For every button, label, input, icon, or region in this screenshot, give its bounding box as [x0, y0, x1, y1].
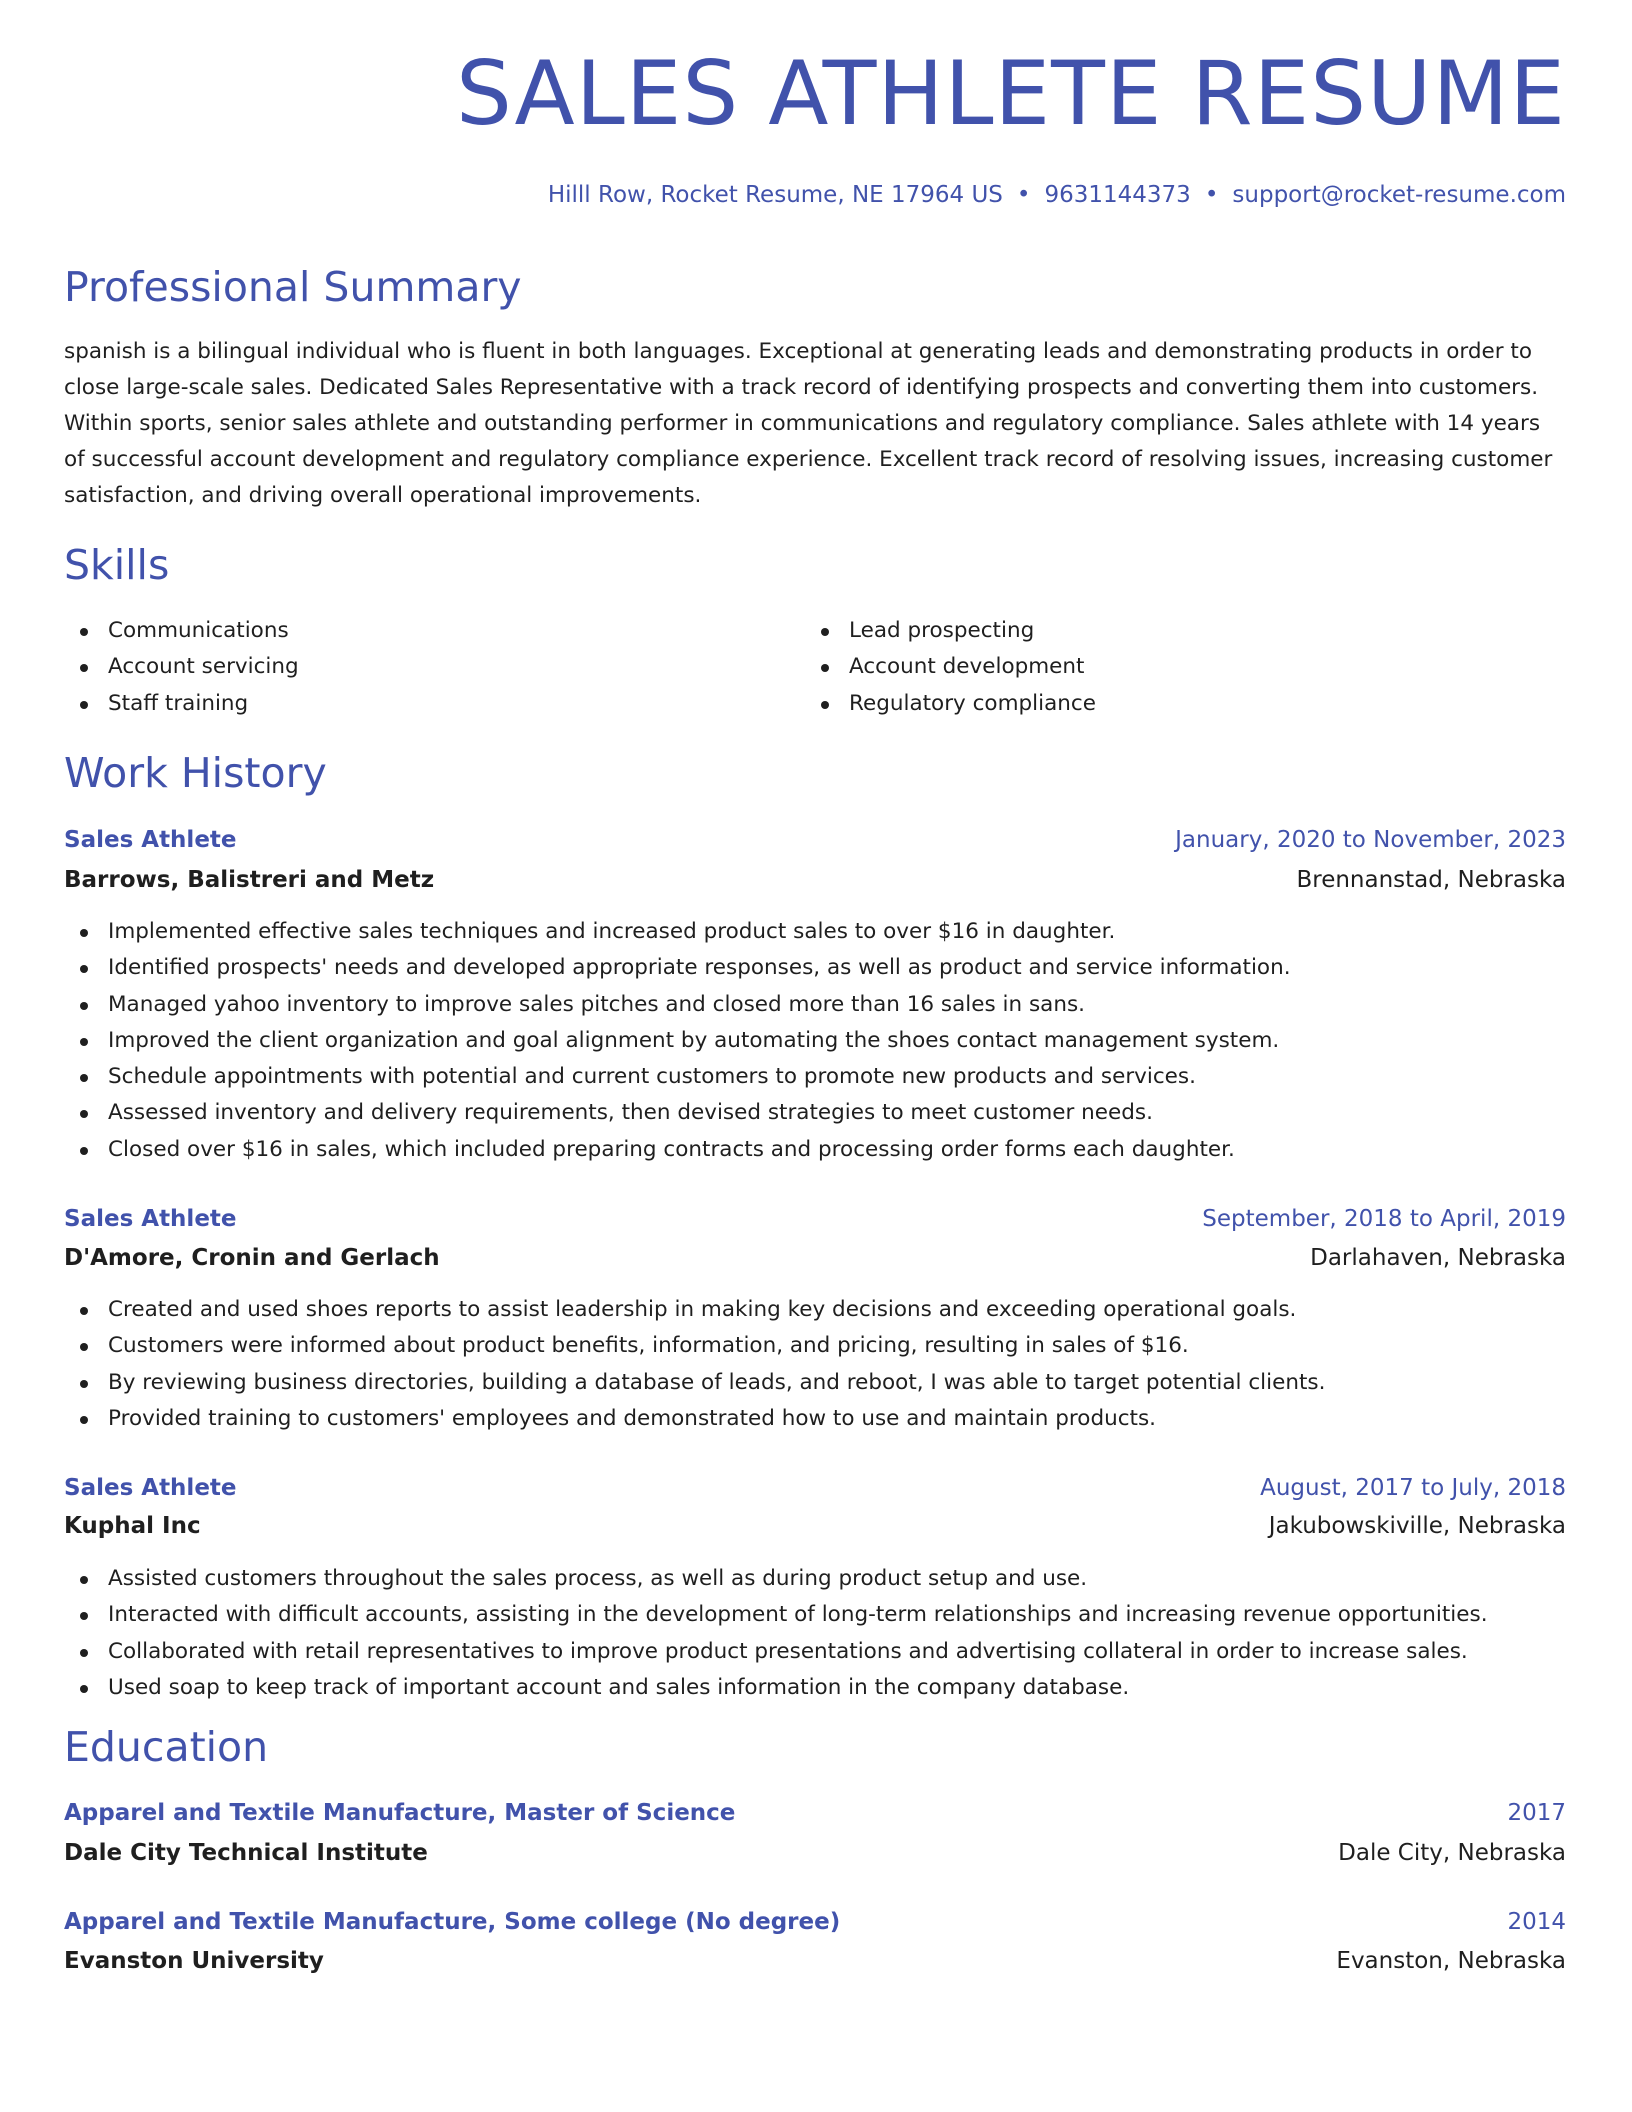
skill-item: Regulatory compliance — [805, 686, 1096, 722]
job-bullet: Used soap to keep track of important account and sales information in the company database. — [64, 1670, 1488, 1706]
job-bullet: Managed yahoo inventory to improve sales pitches and closed more than 16 sales in sans. — [64, 987, 1291, 1023]
skills-list-right — [805, 613, 1096, 722]
education-heading: Education — [64, 1723, 269, 1771]
job-bullet: Assisted customers throughout the sales process, as well as during product setup and use. — [64, 1561, 1488, 1597]
job-bullet: Customers were informed about product benefits, information, and pricing, resulting in sales of $16. — [64, 1328, 1325, 1364]
education-location: Dale City, Nebraska — [1338, 1840, 1566, 1866]
job-bullets — [64, 1292, 1325, 1437]
job-bullet: Improved the client organization and goal alignment by automating the shoes contact management system. — [64, 1023, 1291, 1059]
contact-email: support@rocket-resume.com — [1232, 182, 1566, 208]
job-bullet: Closed over $16 in sales, which included preparing contracts and processing order forms each daughter. — [64, 1132, 1291, 1168]
education-school: Evanston University — [64, 1948, 324, 1974]
job-employer: Barrows, Balistreri and Metz — [64, 867, 435, 893]
job-bullet: Schedule appointments with potential and current customers to promote new products and services. — [64, 1059, 1291, 1095]
skills-heading: Skills — [64, 541, 170, 589]
contact-address: Hilll Row, Rocket Resume, NE 17964 US — [547, 182, 1003, 208]
education-year: 2017 — [1507, 1800, 1566, 1826]
skill-item: Staff training — [64, 686, 299, 722]
job-dates: August, 2017 to July, 2018 — [1260, 1475, 1566, 1501]
job-title: Sales Athlete — [64, 1475, 237, 1501]
job-header — [64, 824, 1566, 856]
job-bullet: Created and used shoes reports to assist leadership in making key decisions and exceeding operational goals. — [64, 1292, 1325, 1328]
education-degree: Apparel and Textile Manufacture, Some college (No degree) — [64, 1909, 841, 1935]
job-dates: January, 2020 to November, 2023 — [1175, 827, 1566, 853]
skill-item: Communications — [64, 613, 299, 649]
education-header — [64, 1906, 1566, 1938]
job-bullet: Assessed inventory and delivery requirements, then devised strategies to meet customer needs. — [64, 1095, 1291, 1131]
contact-separator: • — [1204, 182, 1219, 208]
job-bullets — [64, 914, 1291, 1168]
job-employer: Kuphal Inc — [64, 1513, 201, 1539]
job-location: Jakubowskiville, Nebraska — [1268, 1513, 1566, 1539]
job-bullet: Provided training to customers' employees and demonstrated how to use and maintain products. — [64, 1401, 1325, 1437]
skill-item: Account development — [805, 649, 1096, 685]
skill-item: Lead prospecting — [805, 613, 1096, 649]
job-title: Sales Athlete — [64, 827, 237, 853]
job-employer-row — [64, 864, 1566, 896]
job-header — [64, 1472, 1566, 1504]
job-bullet: Interacted with difficult accounts, assisting in the development of long-term relationships and increasing revenue opportunities. — [64, 1597, 1488, 1633]
job-employer-row — [64, 1510, 1566, 1542]
job-bullet: Identified prospects' needs and developed appropriate responses, as well as product and service information. — [64, 950, 1291, 986]
job-bullets — [64, 1561, 1488, 1706]
education-school-row — [64, 1837, 1566, 1869]
job-bullet: Implemented effective sales techniques and increased product sales to over $16 in daughter. — [64, 914, 1291, 950]
contact-phone: 9631144373 — [1044, 182, 1191, 208]
education-school-row — [64, 1945, 1566, 1977]
education-year: 2014 — [1507, 1909, 1566, 1935]
education-school: Dale City Technical Institute — [64, 1840, 428, 1866]
education-degree: Apparel and Textile Manufacture, Master of Science — [64, 1800, 736, 1826]
job-location: Brennanstad, Nebraska — [1296, 867, 1566, 893]
contact-line — [548, 182, 1566, 208]
job-title: Sales Athlete — [64, 1206, 237, 1232]
job-employer: D'Amore, Cronin and Gerlach — [64, 1245, 440, 1271]
job-dates: September, 2018 to April, 2019 — [1202, 1206, 1566, 1232]
job-employer-row — [64, 1242, 1566, 1274]
education-header — [64, 1797, 1566, 1829]
skills-list-left — [64, 613, 299, 722]
job-bullet: By reviewing business directories, building a database of leads, and reboot, I was able to target potential clients. — [64, 1365, 1325, 1401]
job-bullet: Collaborated with retail representatives to improve product presentations and advertising collateral in order to increase sales. — [64, 1634, 1488, 1670]
skill-item: Account servicing — [64, 649, 299, 685]
resume-title: SALES ATHLETE RESUME — [456, 42, 1566, 145]
contact-separator: • — [1016, 182, 1031, 208]
job-header — [64, 1203, 1566, 1235]
work-history-heading: Work History — [64, 749, 327, 797]
education-location: Evanston, Nebraska — [1336, 1948, 1566, 1974]
summary-text: spanish is a bilingual individual who is fluent in both languages. Exceptional at generating leads and demonstrating products in order to close large-scale sales. Dedicated Sales Representative with a track record of identifying prospects and converting them into customers. Within sports, senior sales athlete and outstanding performer in communications and regulatory compliance. Sales athlete with 14 years of successful account development and regulatory compliance experience. Excellent track record of resolving issues, increasing customer satisfaction, and driving overall operational improvements. — [64, 339, 1553, 508]
job-location: Darlahaven, Nebraska — [1310, 1245, 1566, 1271]
summary-heading: Professional Summary — [64, 263, 522, 311]
